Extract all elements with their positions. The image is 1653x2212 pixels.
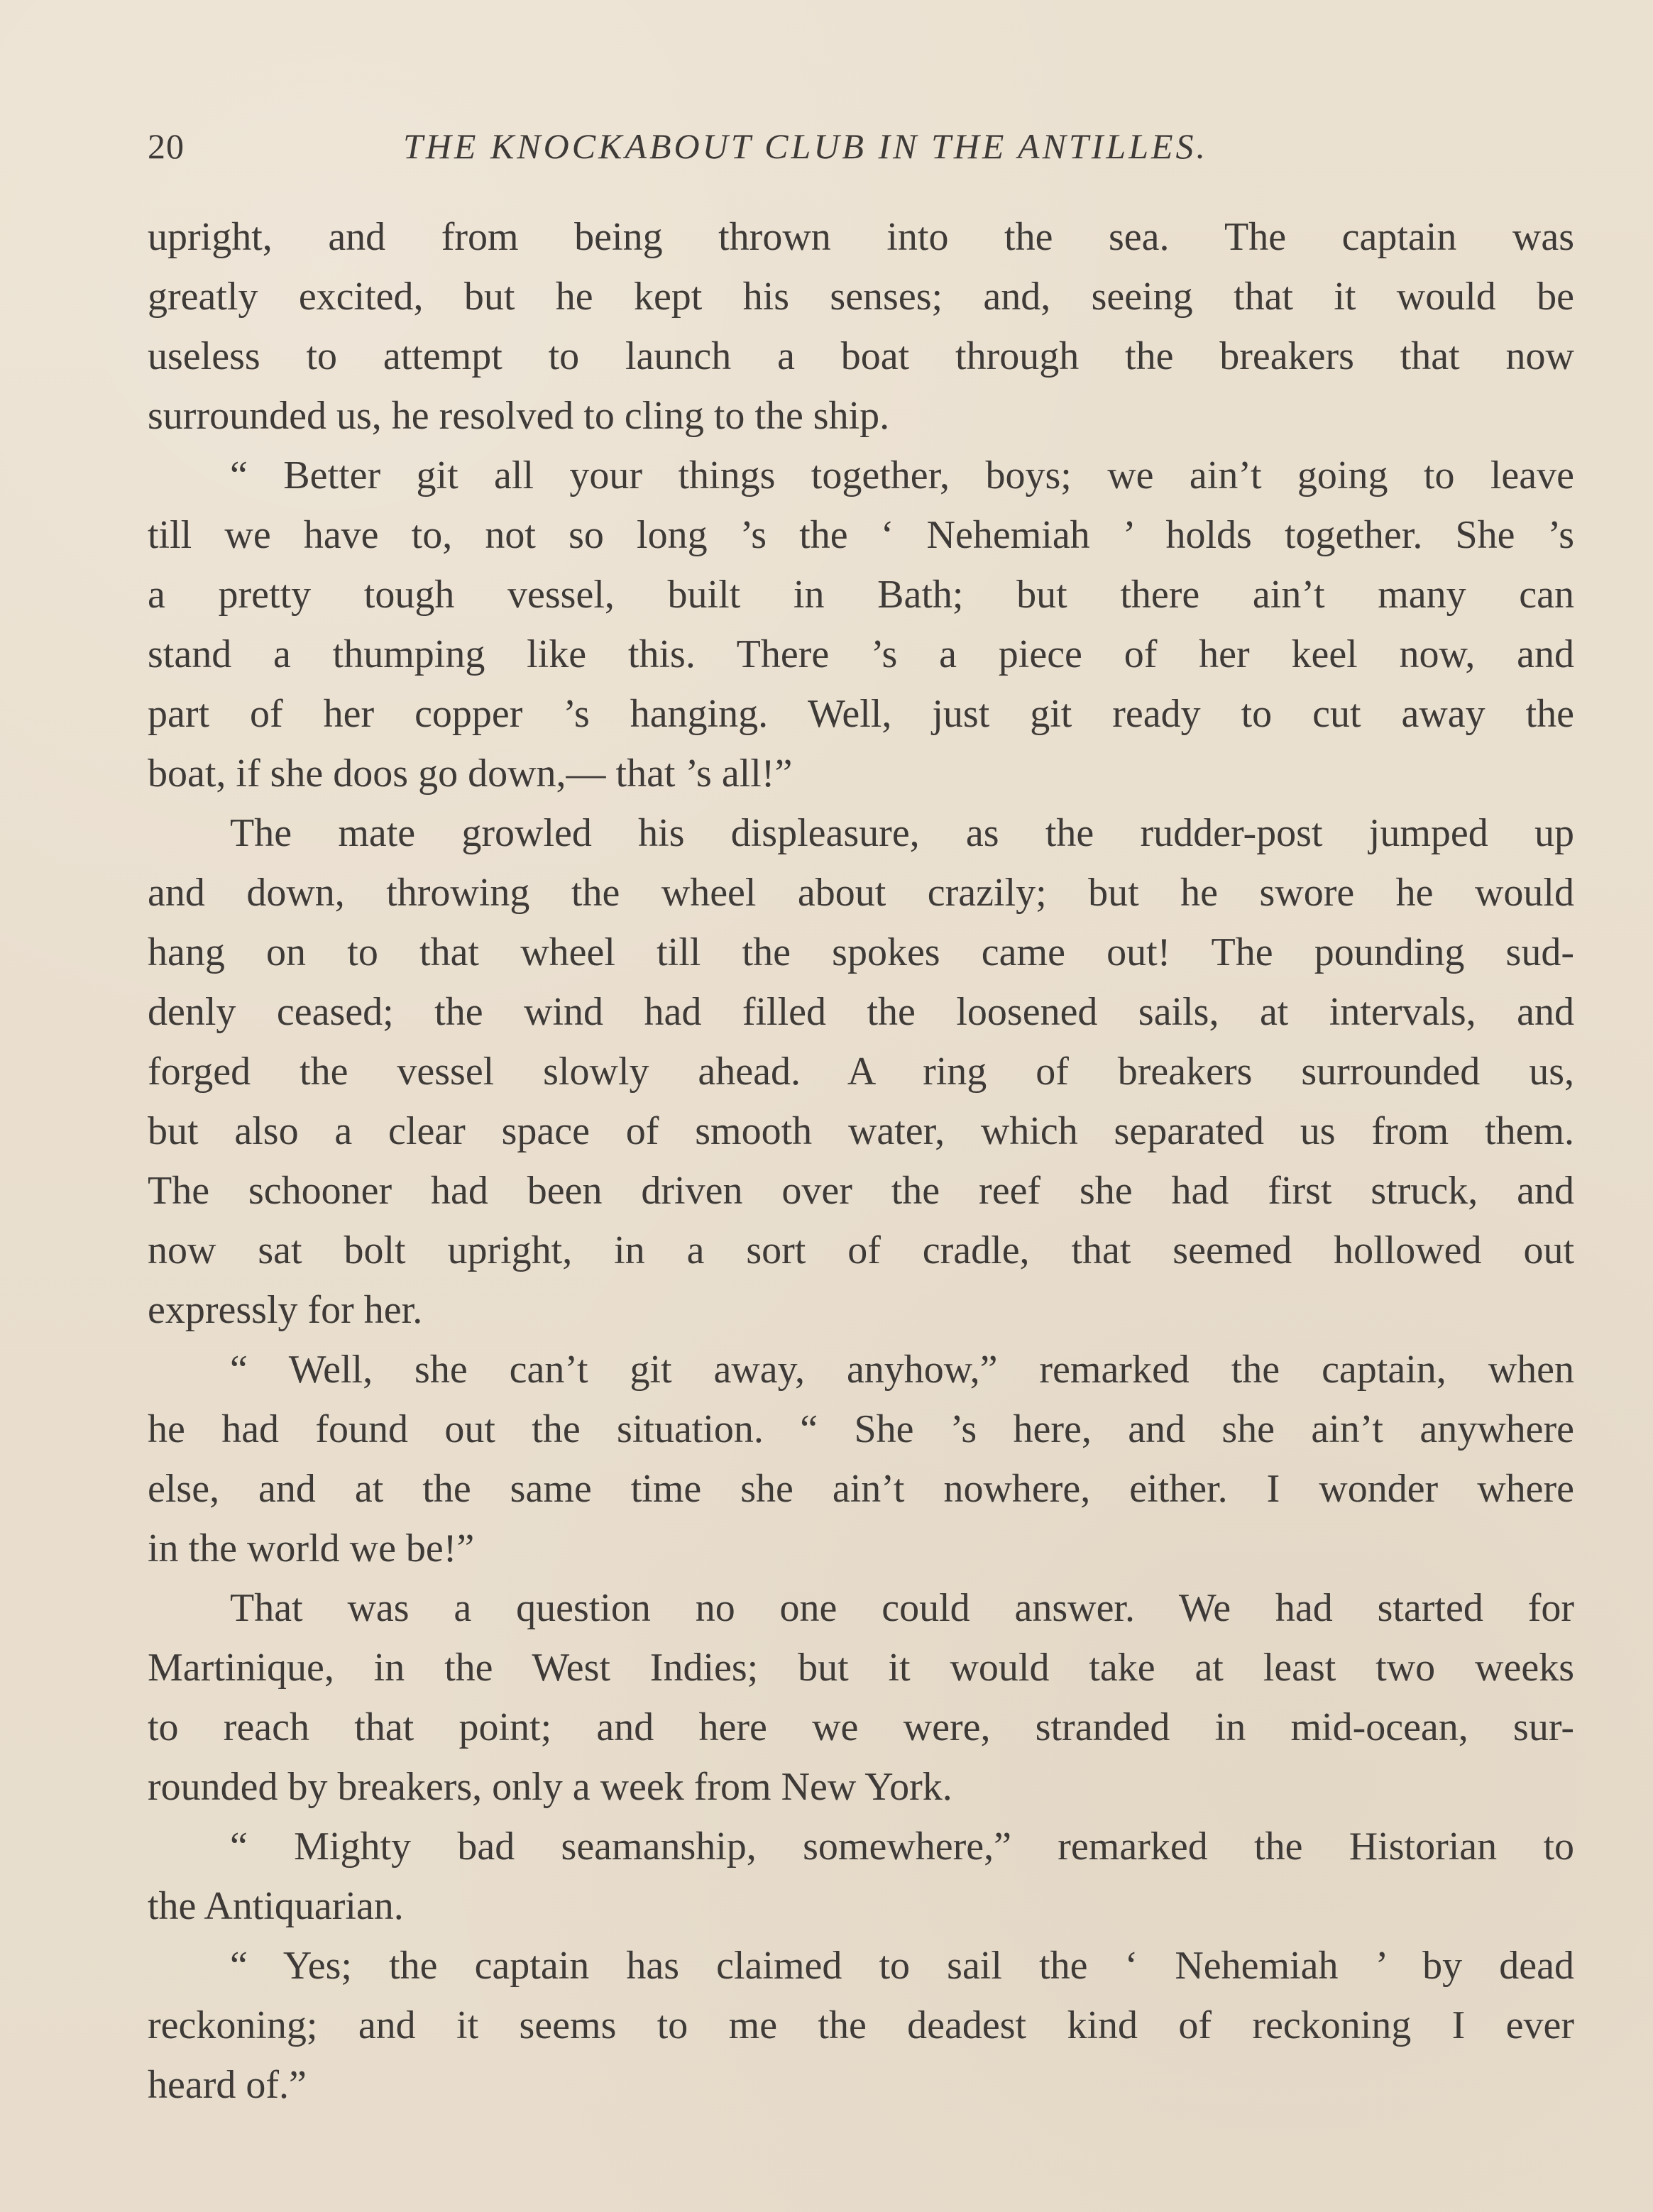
text-line: The mate growled his displeasure, as the rudder-post jumped up — [230, 811, 1574, 855]
text-line: heard of.” — [148, 2063, 307, 2107]
text-line: but also a clear space of smooth water, which separated us from them. — [148, 1109, 1574, 1153]
page-header — [148, 119, 1574, 173]
text-line: hang on to that wheel till the spokes came out! The pounding sud- — [148, 930, 1574, 974]
text-line: boat, if she doos go down,— that ’s all!” — [148, 752, 793, 796]
text-line: a pretty tough vessel, built in Bath; but there ain’t many can — [148, 573, 1574, 617]
text-line: forged the vessel slowly ahead. A ring of breakers surrounded us, — [148, 1050, 1574, 1094]
text-line: “ Mighty bad seamanship, somewhere,” remarked the Historian to — [230, 1825, 1574, 1869]
text-line: expressly for her. — [148, 1288, 423, 1332]
text-line: the Antiquarian. — [148, 1884, 404, 1928]
text-line: he had found out the situation. “ She ’s here, and she ain’t anywhere — [148, 1407, 1574, 1451]
body-text — [148, 207, 1574, 2115]
page-number: 20 — [148, 126, 185, 166]
text-line: upright, and from being thrown into the sea. The captain was — [148, 215, 1574, 259]
text-line: stand a thumping like this. There ’s a piece of her keel now, and — [148, 632, 1574, 676]
text-line: useless to attempt to launch a boat through the breakers that now — [148, 334, 1574, 378]
text-line: denly ceased; the wind had filled the loosened sails, at intervals, and — [148, 990, 1574, 1034]
text-line: “ Yes; the captain has claimed to sail the ‘ Nehemiah ’ by dead — [230, 1944, 1574, 1988]
running-head: THE KNOCKABOUT CLUB IN THE ANTILLES. — [403, 126, 1209, 166]
text-line: to reach that point; and here we were, stranded in mid-ocean, sur- — [148, 1705, 1574, 1749]
text-line: till we have to, not so long ’s the ‘ Nehemiah ’ holds together. She ’s — [148, 513, 1574, 557]
text-line: greatly excited, but he kept his senses; and, seeing that it would be — [148, 275, 1574, 319]
text-line: That was a question no one could answer. We had started for — [230, 1586, 1574, 1630]
text-line: The schooner had been driven over the reef she had first struck, and — [148, 1169, 1574, 1213]
text-line: else, and at the same time she ain’t nowhere, either. I wonder where — [148, 1467, 1574, 1511]
text-line: reckoning; and it seems to me the deadest kind of reckoning I ever — [148, 2003, 1574, 2047]
text-line: part of her copper ’s hanging. Well, just git ready to cut away the — [148, 692, 1574, 736]
text-line: in the world we be!” — [148, 1526, 475, 1570]
text-line: “ Well, she can’t git away, anyhow,” remarked the captain, when — [230, 1348, 1574, 1392]
text-line: and down, throwing the wheel about crazily; but he swore he would — [148, 871, 1574, 915]
text-line: now sat bolt upright, in a sort of cradle, that seemed hollowed out — [148, 1228, 1574, 1272]
text-line: “ Better git all your things together, boys; we ain’t going to leave — [230, 453, 1574, 497]
text-line: surrounded us, he resolved to cling to the ship. — [148, 394, 890, 438]
text-line: rounded by breakers, only a week from New York. — [148, 1765, 952, 1809]
text-line: Martinique, in the West Indies; but it would take at least two weeks — [148, 1646, 1574, 1690]
